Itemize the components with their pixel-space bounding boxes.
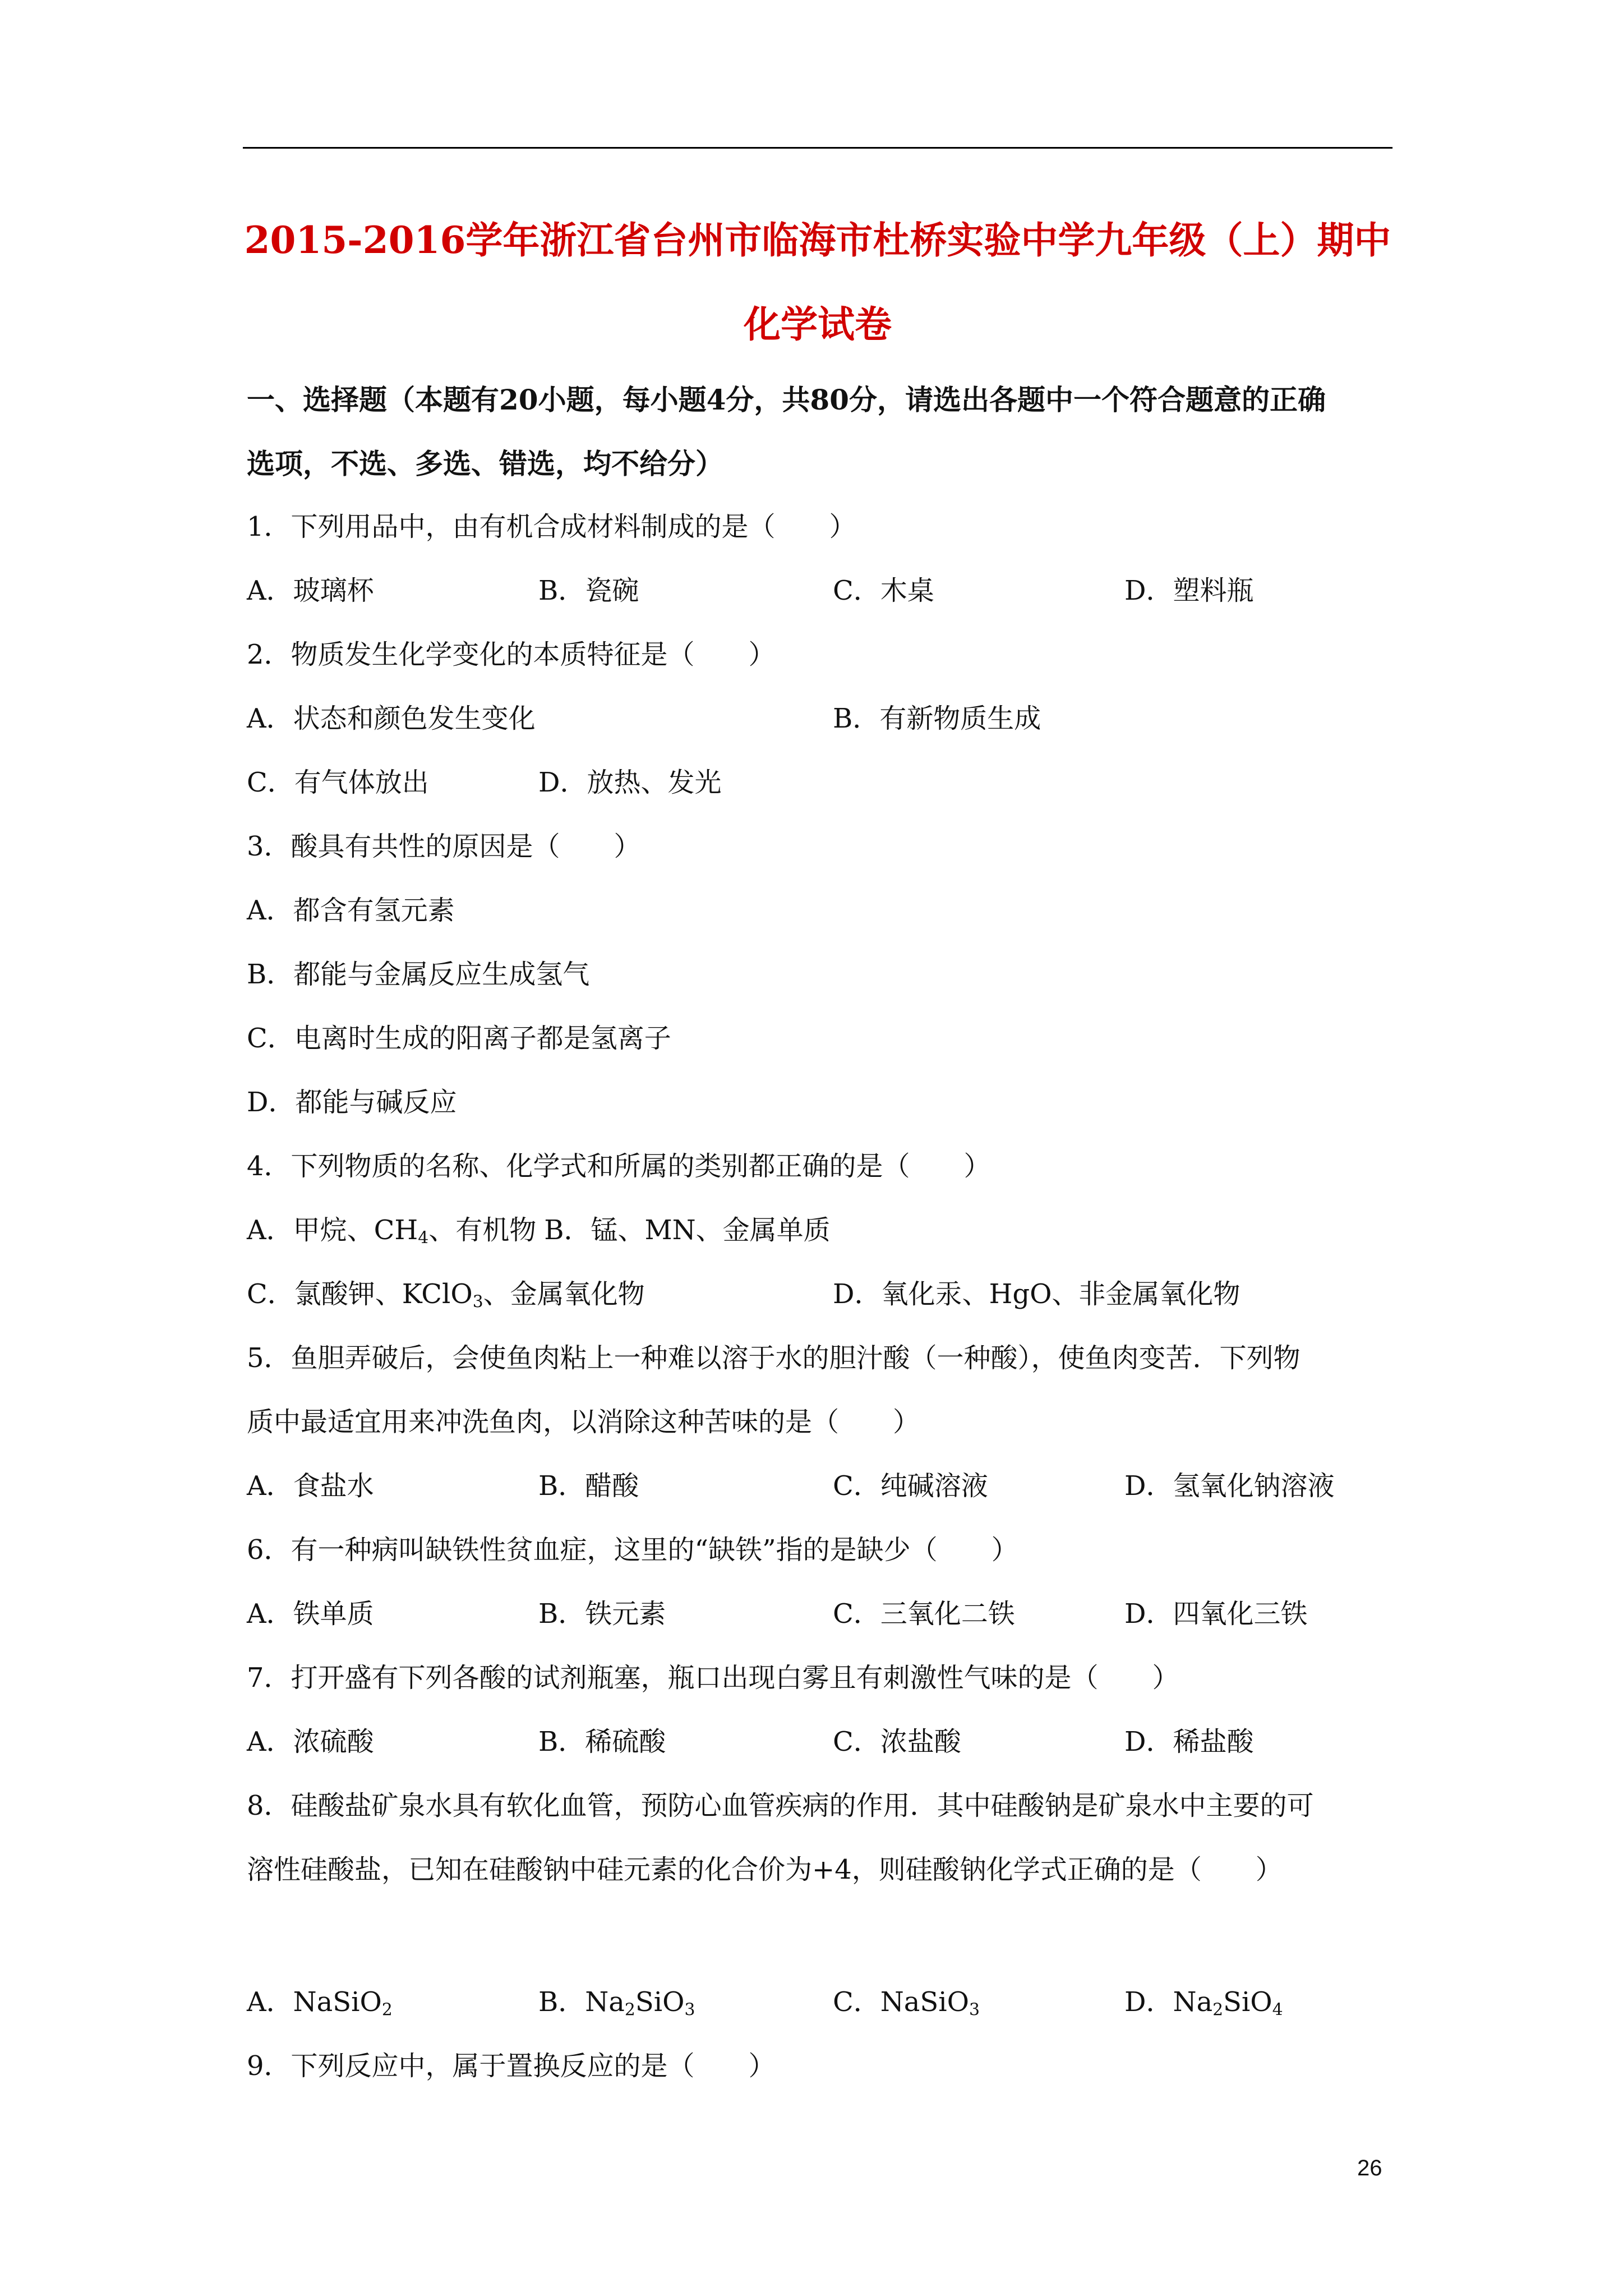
page-number: 26 <box>1357 2156 1382 2180</box>
question-8-option-b <box>538 1986 695 2020</box>
question-5-option-c: C．纯碱溶液 <box>833 1470 988 1502</box>
formula-subscript: 4 <box>1272 2000 1283 2020</box>
question-2-option-b: B．有新物质生成 <box>833 703 1041 734</box>
question-5-option-d: D．氢氧化钠溶液 <box>1124 1470 1335 1502</box>
formula-text: A．甲烷、CH <box>247 1214 418 1246</box>
question-8-stem-line2: 溶性硅酸盐，已知在硅酸钠中硅元素的化合价为+4，则硅酸钠化学式正确的是（ ） <box>247 1854 1283 1885</box>
question-9-stem: 9．下列反应中，属于置换反应的是（ ） <box>247 2050 776 2082</box>
question-6-option-b: B．铁元素 <box>538 1598 666 1630</box>
question-1-option-b: B．瓷碗 <box>538 575 639 606</box>
section-heading-line1: 一、选择题（本题有20小题，每小题4分，共80分，请选出各题中一个符合题意的正确 <box>247 383 1326 416</box>
formula-subscript: 2 <box>1212 2000 1224 2020</box>
question-3-option-c: C．电离时生成的阳离子都是氢离子 <box>247 1023 671 1054</box>
question-7-option-b: B．稀硫酸 <box>538 1726 666 1757</box>
question-4-option-b: B．锰、MN、金属单质 <box>544 1214 831 1246</box>
question-5-stem-line2: 质中最适宜用来冲洗鱼肉，以消除这种苦味的是（ ） <box>247 1406 920 1438</box>
question-8-option-c <box>833 1986 980 2020</box>
formula-text: D．Na <box>1124 1986 1213 2018</box>
question-4-option-c <box>247 1278 645 1312</box>
question-5-stem-line1: 5．鱼胆弄破后，会使鱼肉粘上一种难以溶于水的胆汁酸（一种酸），使鱼肉变苦．下列物 <box>247 1342 1301 1374</box>
question-8-option-d <box>1124 1986 1283 2020</box>
question-6-option-c: C．三氧化二铁 <box>833 1598 1015 1630</box>
question-7-stem: 7．打开盛有下列各酸的试剂瓶塞，瓶口出现白雾且有刺激性气味的是（ ） <box>247 1662 1179 1694</box>
section-heading-line2: 选项，不选、多选、错选，均不给分） <box>247 447 723 480</box>
question-4-option-d: D．氧化汞、HgO、非金属氧化物 <box>833 1278 1241 1310</box>
formula-subscript: 4 <box>418 1228 429 1248</box>
question-3-option-d: D．都能与碱反应 <box>247 1087 457 1118</box>
formula-text: A．NaSiO <box>247 1986 382 2018</box>
formula-text: B．Na <box>538 1986 625 2018</box>
question-7-option-c: C．浓盐酸 <box>833 1726 961 1757</box>
question-5-option-a: A．食盐水 <box>247 1470 374 1502</box>
formula-text: SiO <box>635 1986 685 2018</box>
question-1-option-a: A．玻璃杯 <box>247 575 374 606</box>
question-4-option-a <box>247 1214 831 1248</box>
formula-subscript: 2 <box>624 2000 635 2020</box>
header-rule <box>243 147 1393 149</box>
question-1-option-c: C．木桌 <box>833 575 934 606</box>
formula-subscript: 3 <box>472 1292 483 1312</box>
exam-title-line1: 2015-2016学年浙江省台州市临海市杜桥实验中学九年级（上）期中 <box>244 218 1391 262</box>
formula-text: C．NaSiO <box>833 1986 969 2018</box>
question-8-stem-line1: 8．硅酸盐矿泉水具有软化血管，预防心血管疾病的作用．其中硅酸钠是矿泉水中主要的可 <box>247 1790 1314 1821</box>
question-3-stem: 3．酸具有共性的原因是（ ） <box>247 831 641 862</box>
question-6-option-d: D．四氧化三铁 <box>1124 1598 1308 1630</box>
formula-text: 、有机物 <box>428 1214 537 1246</box>
question-2-option-a: A．状态和颜色发生变化 <box>247 703 536 734</box>
question-3-option-b: B．都能与金属反应生成氢气 <box>247 959 590 990</box>
question-2-option-d: D．放热、发光 <box>538 767 722 798</box>
question-8-option-a <box>247 1986 393 2020</box>
formula-subscript: 3 <box>684 2000 695 2020</box>
formula-subscript: 2 <box>381 2000 393 2020</box>
question-6-option-a: A．铁单质 <box>247 1598 374 1630</box>
question-4-stem: 4．下列物质的名称、化学式和所属的类别都正确的是（ ） <box>247 1151 991 1182</box>
question-1-stem: 1．下列用品中，由有机合成材料制成的是（ ） <box>247 511 856 542</box>
question-7-option-a: A．浓硫酸 <box>247 1726 374 1757</box>
question-3-option-a: A．都含有氢元素 <box>247 895 455 926</box>
question-1-option-d: D．塑料瓶 <box>1124 575 1254 606</box>
question-2-option-c: C．有气体放出 <box>247 767 429 798</box>
formula-text: C．氯酸钾、KClO <box>247 1278 473 1310</box>
question-5-option-b: B．醋酸 <box>538 1470 639 1502</box>
question-6-stem: 6．有一种病叫缺铁性贫血症，这里的“缺铁”指的是缺少（ ） <box>247 1534 1018 1566</box>
question-7-option-d: D．稀盐酸 <box>1124 1726 1254 1757</box>
question-2-stem: 2．物质发生化学变化的本质特征是（ ） <box>247 639 776 670</box>
formula-subscript: 3 <box>969 2000 980 2020</box>
formula-text: 、金属氧化物 <box>483 1278 645 1310</box>
exam-title-line2: 化学试卷 <box>744 302 892 346</box>
formula-text: SiO <box>1223 1986 1272 2018</box>
